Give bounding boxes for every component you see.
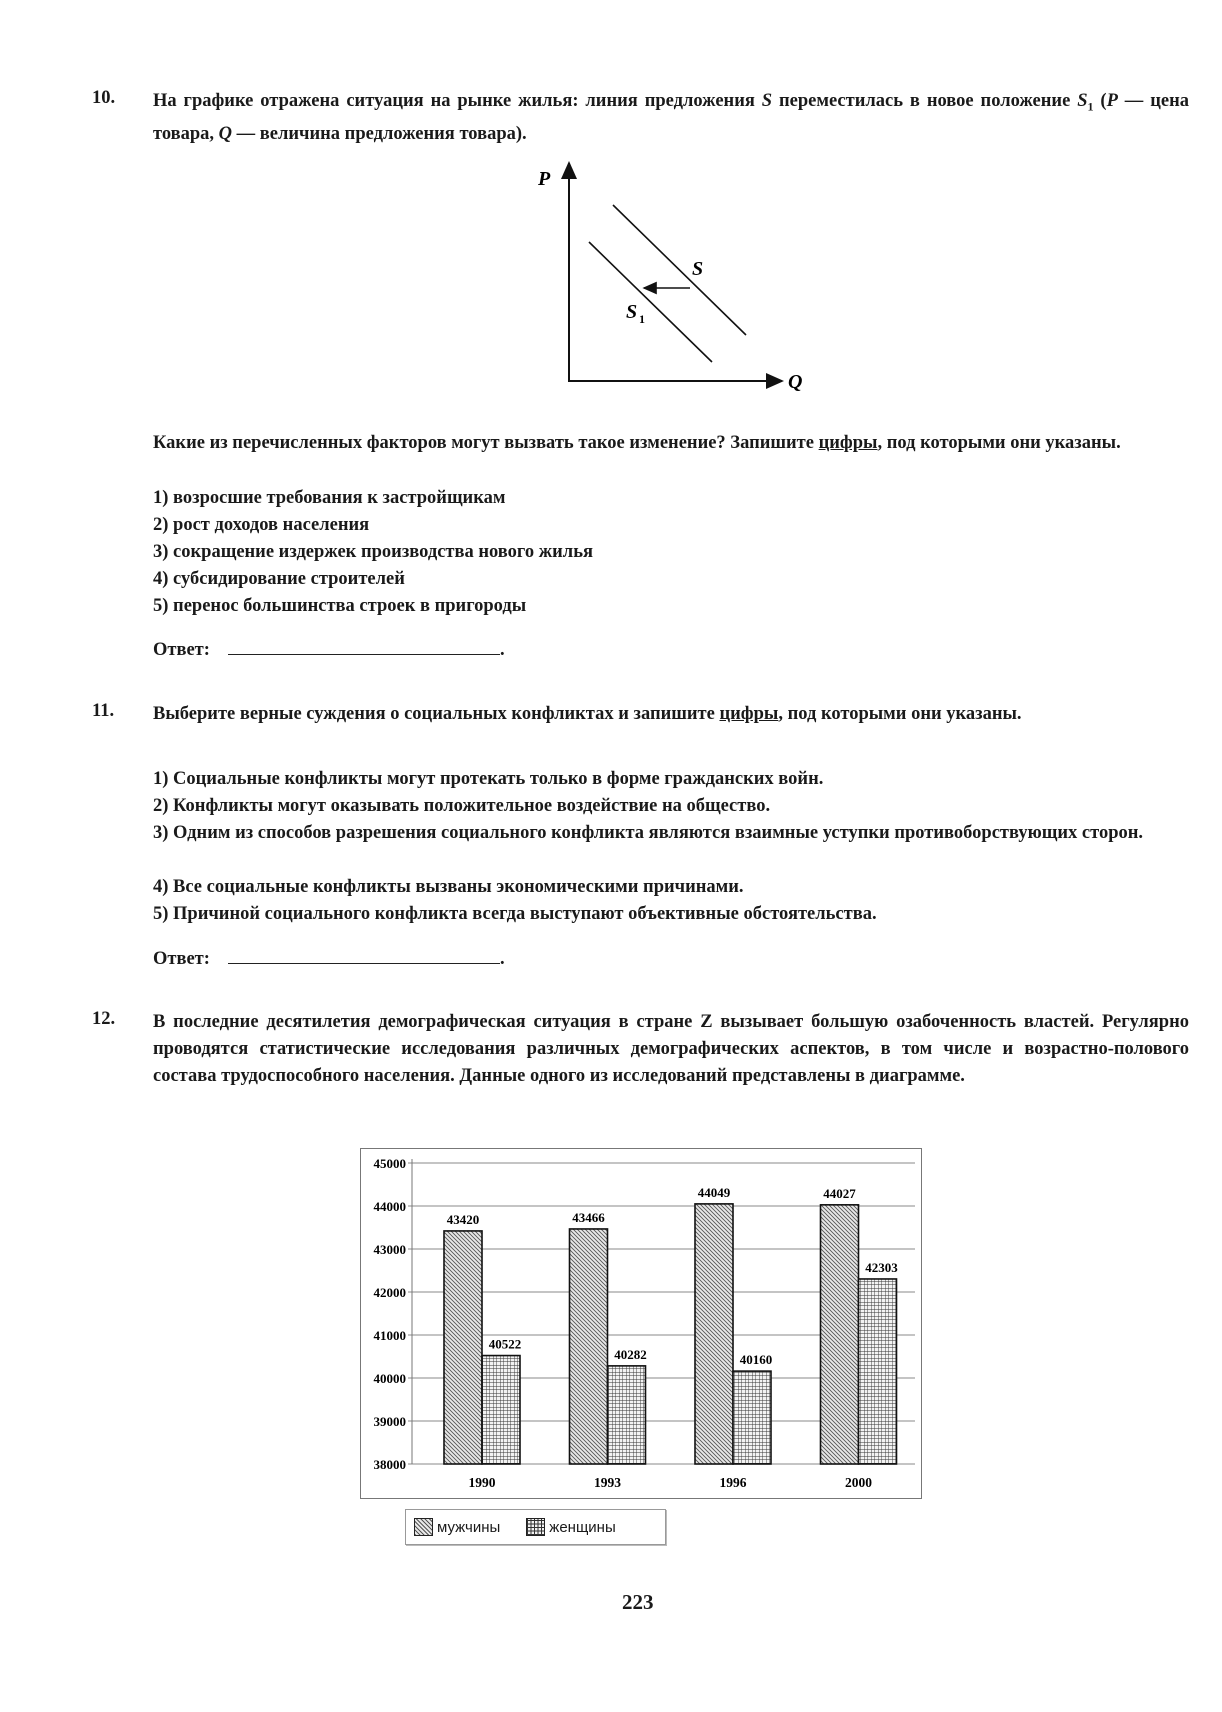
q11-text-part: Выберите верные суждения о социальных конфликтах и запишите bbox=[153, 704, 720, 724]
question-11-number: 11. bbox=[92, 701, 115, 721]
q10-prompt-part: Какие из перечисленных факторов могут вызвать такое изменение? Запишите bbox=[153, 433, 819, 453]
q10-option-4: 4) субсидирование строителей bbox=[153, 569, 405, 589]
s-label: S bbox=[692, 258, 704, 280]
y-tick-label: 43000 bbox=[373, 1242, 406, 1257]
q10-text-part: На графике отражена ситуация на рынке жилья: линия предложения bbox=[153, 91, 762, 111]
q10-text-part: — цена товара, bbox=[153, 91, 1190, 144]
y-tick-label: 38000 bbox=[373, 1457, 406, 1472]
page-number: 223 bbox=[622, 1590, 654, 1614]
chart-legend bbox=[405, 1509, 666, 1545]
bar-women bbox=[733, 1371, 771, 1464]
answer-field[interactable] bbox=[228, 636, 500, 655]
q11-text-emphasis: цифры bbox=[719, 704, 779, 724]
q10-subscript: 1 bbox=[1087, 99, 1094, 114]
answer-end: . bbox=[499, 640, 505, 660]
q10-symbol-q: Q bbox=[218, 123, 233, 144]
q10-text-part: переместилась в новое bbox=[772, 91, 974, 111]
data-label: 43466 bbox=[572, 1209, 605, 1225]
data-label: 43420 bbox=[446, 1211, 480, 1227]
question-10-prompt bbox=[153, 430, 1189, 457]
y-tick-label: 42000 bbox=[373, 1285, 406, 1300]
supply-shift-graph bbox=[520, 155, 820, 400]
x-tick-label: 2000 bbox=[845, 1475, 872, 1490]
q10-option-3: 3) сокращение издержек производства нового жилья bbox=[153, 542, 593, 562]
q10-symbol-p: P bbox=[1106, 91, 1118, 111]
s1-label: S bbox=[626, 301, 638, 323]
p-axis-label: P bbox=[538, 168, 551, 190]
answer-label: Ответ: bbox=[153, 949, 210, 969]
y-tick-label: 45000 bbox=[373, 1156, 406, 1171]
demographic-bar-chart bbox=[360, 1148, 923, 1500]
bar-women bbox=[482, 1356, 520, 1464]
bar-men bbox=[444, 1231, 482, 1464]
q10-symbol-s1: S bbox=[1077, 91, 1088, 111]
question-12-number: 12. bbox=[92, 1009, 116, 1029]
bar-women bbox=[859, 1279, 897, 1464]
q11-option-4: 4) Все социальные конфликты вызваны экономическими причинами. bbox=[153, 877, 744, 897]
bar-men bbox=[695, 1204, 733, 1464]
q10-prompt-emphasis: цифры bbox=[818, 433, 878, 453]
data-label: 40522 bbox=[488, 1336, 522, 1352]
data-label: 42303 bbox=[865, 1259, 898, 1275]
y-tick-label: 39000 bbox=[373, 1414, 406, 1429]
q10-symbol-s: S bbox=[761, 91, 773, 111]
answer-end: . bbox=[499, 949, 505, 969]
q10-option-1: 1) возросшие требования к застройщикам bbox=[153, 488, 506, 508]
q11-answer bbox=[153, 945, 505, 973]
x-tick-label: 1990 bbox=[468, 1475, 496, 1490]
legend-swatch-men bbox=[414, 1518, 433, 1536]
q10-option-2: 2) рост доходов населения bbox=[153, 515, 370, 535]
y-tick-label: 41000 bbox=[373, 1328, 406, 1343]
q10-text-part: положение bbox=[980, 91, 1078, 111]
q11-option-3-text: 3) Одним из способов разрешения социального конфликта являются взаимные уступки противоборствующих сторон. bbox=[153, 823, 1144, 843]
question-10-text bbox=[153, 88, 1189, 148]
x-tick-label: 1993 bbox=[594, 1475, 621, 1490]
question-10-number: 10. bbox=[92, 88, 116, 108]
data-label: 40282 bbox=[614, 1346, 647, 1362]
question-12-text: В последние десятилетия демографическая ситуация в стране Z вызывает большую озабоченность властей. Регулярно проводятся статистические исследования различных демографических аспектов, в том числе и возрастно-полового состава трудоспособного населения. Данные одного из исследований представлены в диаграмме. bbox=[153, 1012, 1189, 1086]
q11-option-1: 1) Социальные конфликты могут протекать только в форме гражданских войн. bbox=[153, 769, 824, 789]
q11-option-5: 5) Причиной социального конфликта всегда выступают объективные обстоятельства. bbox=[153, 904, 877, 924]
q11-option-2: 2) Конфликты могут оказывать положительное воздействие на общество. bbox=[153, 796, 771, 816]
bar-men bbox=[570, 1229, 608, 1464]
q11-text-part: , под которыми они указаны. bbox=[778, 704, 1022, 724]
bar-women bbox=[608, 1366, 646, 1464]
y-tick-label: 40000 bbox=[373, 1371, 406, 1386]
s1-subscript: 1 bbox=[639, 312, 645, 326]
q10-answer bbox=[153, 636, 505, 664]
q10-prompt-part: , под которыми они указаны. bbox=[877, 433, 1121, 453]
q11-option-3 bbox=[153, 820, 1189, 847]
x-tick-label: 1996 bbox=[719, 1475, 747, 1490]
answer-field[interactable] bbox=[228, 945, 500, 964]
legend-label-women: женщины bbox=[549, 1518, 616, 1536]
bar-men bbox=[821, 1205, 859, 1464]
legend-swatch-women bbox=[526, 1518, 545, 1536]
q-axis-label: Q bbox=[788, 371, 803, 393]
data-label: 40160 bbox=[739, 1352, 773, 1368]
q10-option-5: 5) перенос большинства строек в пригороды bbox=[153, 596, 527, 616]
q10-text-part: — величина предложения товара). bbox=[232, 123, 527, 144]
q10-text-part: ( bbox=[1093, 91, 1107, 111]
data-label: 44027 bbox=[823, 1185, 856, 1201]
answer-label: Ответ: bbox=[153, 640, 210, 660]
data-label: 44049 bbox=[697, 1184, 731, 1200]
y-tick-label: 44000 bbox=[373, 1199, 406, 1214]
question-11-text bbox=[153, 701, 1189, 728]
legend-label-men: мужчины bbox=[437, 1518, 501, 1536]
